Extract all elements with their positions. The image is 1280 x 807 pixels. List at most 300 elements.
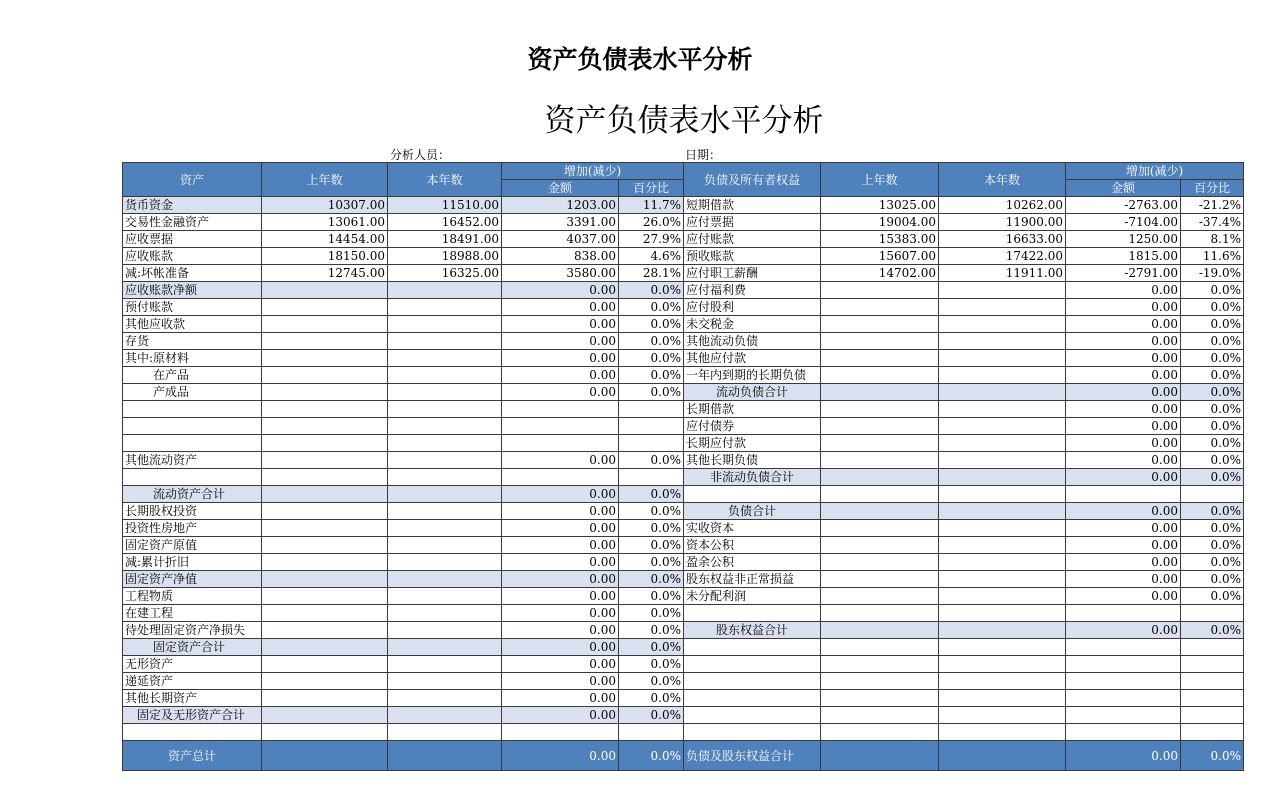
liab-prev-year: 15383.00 — [821, 231, 939, 248]
liab-change-amount: 0.00 — [1066, 469, 1181, 486]
asset-curr-year — [388, 418, 502, 435]
liability-name — [684, 690, 821, 707]
asset-name: 固定资产合计 — [123, 639, 262, 656]
asset-change-percent: 0.0% — [619, 333, 684, 350]
table-row — [123, 214, 1244, 231]
liab-change-amount: 1815.00 — [1066, 248, 1181, 265]
sheet-title: 资产负债表水平分析 — [544, 103, 824, 139]
asset-name: 其他应收款 — [123, 316, 262, 333]
asset-curr-year — [388, 554, 502, 571]
asset-change-percent: 28.1% — [619, 265, 684, 282]
liab-curr-year — [939, 435, 1066, 452]
asset-change-amount: 0.00 — [502, 554, 619, 571]
table-row — [123, 350, 1244, 367]
asset-change-percent: 0.0% — [619, 350, 684, 367]
asset-name: 在产品 — [123, 367, 262, 384]
liab-curr-year — [939, 282, 1066, 299]
liab-change-amount: -2791.00 — [1066, 265, 1181, 282]
asset-name: 减:累计折旧 — [123, 554, 262, 571]
asset-curr-year — [388, 571, 502, 588]
asset-prev-year: 10307.00 — [262, 197, 388, 214]
table-row — [123, 265, 1244, 282]
table-row — [123, 605, 1244, 622]
liability-name — [684, 673, 821, 690]
asset-curr-year: 18988.00 — [388, 248, 502, 265]
liab-change-percent: 11.6% — [1181, 248, 1244, 265]
liab-prev-year — [821, 418, 939, 435]
liability-name: 其他长期负债 — [684, 452, 821, 469]
liab-prev-year — [821, 605, 939, 622]
liab-prev-year — [821, 452, 939, 469]
liab-prev-year — [821, 350, 939, 367]
liab-change-amount: 0.00 — [1066, 418, 1181, 435]
asset-prev-year — [262, 707, 388, 724]
liability-name: 未分配利润 — [684, 588, 821, 605]
asset-name: 预付账款 — [123, 299, 262, 316]
asset-prev-year — [262, 520, 388, 537]
asset-prev-year — [262, 401, 388, 418]
asset-prev-year — [262, 554, 388, 571]
asset-prev-year — [262, 333, 388, 350]
liab-prev-year: 13025.00 — [821, 197, 939, 214]
footer-row — [123, 741, 1244, 771]
liability-name: 应付债券 — [684, 418, 821, 435]
liab-curr-year: 17422.00 — [939, 248, 1066, 265]
asset-change-amount: 0.00 — [502, 571, 619, 588]
liab-prev-year — [821, 707, 939, 724]
liab-change-percent — [1181, 656, 1244, 673]
table-row — [123, 299, 1244, 316]
asset-name: 其他长期资产 — [123, 690, 262, 707]
header-change-asset: 增加(减少) — [502, 163, 684, 180]
asset-change-percent — [619, 469, 684, 486]
asset-prev-year — [262, 622, 388, 639]
analyst-label: 分析人员： — [390, 148, 451, 162]
liability-name: 股东权益合计 — [684, 622, 821, 639]
asset-curr-year — [388, 299, 502, 316]
asset-name: 产成品 — [123, 384, 262, 401]
asset-change-percent — [619, 401, 684, 418]
liab-curr-year — [939, 350, 1066, 367]
asset-name: 固定及无形资产合计 — [123, 707, 262, 724]
liab-change-percent: 0.0% — [1181, 299, 1244, 316]
table-row — [123, 724, 1244, 741]
asset-prev-year — [262, 469, 388, 486]
liab-change-amount — [1066, 656, 1181, 673]
asset-name: 应收账款 — [123, 248, 262, 265]
asset-curr-year — [388, 707, 502, 724]
liability-name — [684, 724, 821, 741]
asset-curr-year — [388, 673, 502, 690]
liab-prev-year — [821, 673, 939, 690]
liab-prev-year — [821, 622, 939, 639]
asset-prev-year — [262, 690, 388, 707]
liab-curr-year — [939, 384, 1066, 401]
cell — [388, 741, 502, 771]
liab-change-percent: 0.0% — [1181, 469, 1244, 486]
liab-change-percent: -37.4% — [1181, 214, 1244, 231]
liab-prev-year — [821, 316, 939, 333]
asset-prev-year — [262, 367, 388, 384]
liab-change-amount — [1066, 486, 1181, 503]
liab-change-amount: 0.00 — [1066, 571, 1181, 588]
asset-name: 存货 — [123, 333, 262, 350]
asset-prev-year — [262, 605, 388, 622]
asset-change-percent: 0.0% — [619, 605, 684, 622]
liab-change-percent: 0.0% — [1181, 333, 1244, 350]
liab-prev-year — [821, 690, 939, 707]
liability-name: 应付股利 — [684, 299, 821, 316]
liab-prev-year — [821, 401, 939, 418]
liab-prev-year — [821, 435, 939, 452]
header-change-liab: 增加(减少) — [1066, 163, 1244, 180]
liab-prev-year: 19004.00 — [821, 214, 939, 231]
liab-change-amount: 0.00 — [1066, 299, 1181, 316]
asset-prev-year — [262, 418, 388, 435]
asset-curr-year: 18491.00 — [388, 231, 502, 248]
asset-change-percent: 0.0% — [619, 384, 684, 401]
liab-curr-year — [939, 367, 1066, 384]
liab-prev-year — [821, 520, 939, 537]
liab-change-percent: -21.2% — [1181, 197, 1244, 214]
asset-change-amount: 0.00 — [502, 282, 619, 299]
asset-change-amount: 0.00 — [502, 605, 619, 622]
cell — [262, 741, 388, 771]
asset-change-amount: 838.00 — [502, 248, 619, 265]
liab-curr-year — [939, 588, 1066, 605]
header-prev-year-liab: 上年数 — [821, 163, 939, 197]
liab-change-amount: 0.00 — [1066, 384, 1181, 401]
asset-change-percent — [619, 435, 684, 452]
asset-prev-year — [262, 350, 388, 367]
asset-change-percent: 11.7% — [619, 197, 684, 214]
asset-change-percent: 0.0% — [619, 639, 684, 656]
liab-change-amount: 0.00 — [1066, 350, 1181, 367]
liab-prev-year — [821, 571, 939, 588]
liab-change-percent: 0.0% — [1181, 622, 1244, 639]
main-title: 资产负债表水平分析 — [527, 45, 753, 74]
liab-curr-year — [939, 622, 1066, 639]
liability-name: 其他流动负债 — [684, 333, 821, 350]
table-row — [123, 503, 1244, 520]
table-row — [123, 248, 1244, 265]
asset-change-amount: 0.00 — [502, 503, 619, 520]
liab-curr-year: 11900.00 — [939, 214, 1066, 231]
liability-name: 流动负债合计 — [684, 384, 821, 401]
asset-change-amount: 4037.00 — [502, 231, 619, 248]
liab-change-amount — [1066, 673, 1181, 690]
table-row — [123, 418, 1244, 435]
asset-change-percent: 0.0% — [619, 588, 684, 605]
liab-change-percent: 0.0% — [1181, 384, 1244, 401]
asset-change-percent: 0.0% — [619, 537, 684, 554]
table-row — [123, 656, 1244, 673]
asset-change-percent: 27.9% — [619, 231, 684, 248]
asset-change-percent: 0.0% — [619, 486, 684, 503]
asset-curr-year — [388, 316, 502, 333]
asset-name: 应收票据 — [123, 231, 262, 248]
asset-change-amount: 0.00 — [502, 384, 619, 401]
liab-prev-year — [821, 554, 939, 571]
table-row — [123, 673, 1244, 690]
liab-change-percent — [1181, 486, 1244, 503]
table-row — [123, 367, 1244, 384]
liability-name: 盈余公积 — [684, 554, 821, 571]
asset-prev-year: 13061.00 — [262, 214, 388, 231]
asset-name — [123, 469, 262, 486]
liab-curr-year — [939, 707, 1066, 724]
liab-change-amount — [1066, 605, 1181, 622]
asset-curr-year — [388, 469, 502, 486]
asset-curr-year — [388, 605, 502, 622]
asset-curr-year — [388, 656, 502, 673]
asset-change-percent: 4.6% — [619, 248, 684, 265]
asset-change-percent: 0.0% — [619, 503, 684, 520]
asset-change-percent: 0.0% — [619, 299, 684, 316]
liab-change-percent: 0.0% — [1181, 537, 1244, 554]
liab-change-amount: 1250.00 — [1066, 231, 1181, 248]
asset-prev-year — [262, 724, 388, 741]
header-prev-year-asset: 上年数 — [262, 163, 388, 197]
liab-curr-year — [939, 333, 1066, 350]
table-row — [123, 435, 1244, 452]
asset-change-amount: 0.00 — [502, 333, 619, 350]
liab-curr-year — [939, 724, 1066, 741]
asset-change-amount: 0.00 — [502, 622, 619, 639]
asset-prev-year — [262, 673, 388, 690]
balance-sheet-table — [122, 162, 1244, 771]
liab-curr-year — [939, 639, 1066, 656]
asset-change-amount — [502, 469, 619, 486]
liab-change-amount — [1066, 690, 1181, 707]
liab-change-amount: 0.00 — [1066, 435, 1181, 452]
table-row — [123, 486, 1244, 503]
asset-name: 投资性房地产 — [123, 520, 262, 537]
liab-change-amount: 0.00 — [1066, 452, 1181, 469]
liability-name — [684, 639, 821, 656]
asset-change-amount: 3391.00 — [502, 214, 619, 231]
asset-curr-year: 11510.00 — [388, 197, 502, 214]
liab-total-label: 负债及股东权益合计 — [684, 741, 821, 771]
asset-change-amount: 0.00 — [502, 639, 619, 656]
asset-curr-year — [388, 520, 502, 537]
liab-change-percent — [1181, 673, 1244, 690]
table-row — [123, 452, 1244, 469]
asset-change-amount: 0.00 — [502, 690, 619, 707]
asset-change-amount: 0.00 — [502, 656, 619, 673]
asset-change-amount — [502, 724, 619, 741]
liab-change-amount: 0.00 — [1066, 333, 1181, 350]
asset-curr-year — [388, 384, 502, 401]
liab-curr-year — [939, 486, 1066, 503]
liab-prev-year — [821, 384, 939, 401]
asset-prev-year — [262, 282, 388, 299]
liab-total-percent: 0.0% — [1181, 741, 1244, 771]
liab-change-percent — [1181, 724, 1244, 741]
asset-change-amount: 0.00 — [502, 299, 619, 316]
table-row — [123, 622, 1244, 639]
liab-curr-year — [939, 656, 1066, 673]
asset-curr-year — [388, 282, 502, 299]
asset-change-amount — [502, 401, 619, 418]
asset-prev-year: 18150.00 — [262, 248, 388, 265]
asset-change-amount — [502, 435, 619, 452]
liab-change-percent: 0.0% — [1181, 367, 1244, 384]
asset-prev-year — [262, 486, 388, 503]
asset-total-amount: 0.00 — [502, 741, 619, 771]
asset-prev-year — [262, 316, 388, 333]
liability-name: 实收资本 — [684, 520, 821, 537]
liab-curr-year: 10262.00 — [939, 197, 1066, 214]
header-liability: 负债及所有者权益 — [684, 163, 821, 197]
liab-curr-year — [939, 554, 1066, 571]
liab-curr-year: 11911.00 — [939, 265, 1066, 282]
liability-name: 短期借款 — [684, 197, 821, 214]
liab-change-amount: -2763.00 — [1066, 197, 1181, 214]
asset-name — [123, 418, 262, 435]
asset-change-amount: 0.00 — [502, 537, 619, 554]
asset-change-percent: 0.0% — [619, 367, 684, 384]
liab-change-percent — [1181, 707, 1244, 724]
liability-name — [684, 707, 821, 724]
liab-change-amount: -7104.00 — [1066, 214, 1181, 231]
liab-curr-year — [939, 299, 1066, 316]
asset-change-amount: 0.00 — [502, 367, 619, 384]
asset-prev-year — [262, 571, 388, 588]
liab-change-percent: 0.0% — [1181, 350, 1244, 367]
table-row — [123, 231, 1244, 248]
asset-change-percent: 0.0% — [619, 656, 684, 673]
asset-name: 其中:原材料 — [123, 350, 262, 367]
table-row — [123, 197, 1244, 214]
liab-change-amount: 0.00 — [1066, 316, 1181, 333]
asset-name: 应收账款净额 — [123, 282, 262, 299]
asset-change-amount: 0.00 — [502, 350, 619, 367]
liab-change-amount: 0.00 — [1066, 367, 1181, 384]
asset-change-amount: 0.00 — [502, 520, 619, 537]
table-row — [123, 690, 1244, 707]
asset-change-amount: 3580.00 — [502, 265, 619, 282]
asset-change-percent: 0.0% — [619, 622, 684, 639]
cell — [821, 741, 939, 771]
asset-change-percent: 0.0% — [619, 520, 684, 537]
asset-curr-year — [388, 435, 502, 452]
asset-curr-year — [388, 333, 502, 350]
liab-prev-year: 15607.00 — [821, 248, 939, 265]
liability-name: 未交税金 — [684, 316, 821, 333]
liab-change-percent — [1181, 639, 1244, 656]
liab-prev-year — [821, 656, 939, 673]
asset-change-amount: 1203.00 — [502, 197, 619, 214]
asset-curr-year — [388, 486, 502, 503]
asset-name: 待处理固定资产净损失 — [123, 622, 262, 639]
asset-curr-year — [388, 724, 502, 741]
liability-name: 长期借款 — [684, 401, 821, 418]
asset-prev-year — [262, 384, 388, 401]
asset-prev-year — [262, 299, 388, 316]
asset-curr-year: 16325.00 — [388, 265, 502, 282]
asset-curr-year — [388, 367, 502, 384]
header-curr-year-asset: 本年数 — [388, 163, 502, 197]
asset-name: 减:坏帐准备 — [123, 265, 262, 282]
table-row — [123, 571, 1244, 588]
table-row — [123, 333, 1244, 350]
asset-change-percent: 0.0% — [619, 316, 684, 333]
liab-change-percent — [1181, 605, 1244, 622]
liab-change-amount — [1066, 707, 1181, 724]
asset-prev-year — [262, 537, 388, 554]
liab-change-percent: 0.0% — [1181, 418, 1244, 435]
liab-change-amount: 0.00 — [1066, 401, 1181, 418]
liab-curr-year — [939, 469, 1066, 486]
liab-prev-year: 14702.00 — [821, 265, 939, 282]
table-row — [123, 588, 1244, 605]
asset-curr-year — [388, 588, 502, 605]
table-row — [123, 469, 1244, 486]
liab-curr-year — [939, 605, 1066, 622]
liability-name: 负债合计 — [684, 503, 821, 520]
liab-prev-year — [821, 282, 939, 299]
liab-change-percent: 0.0% — [1181, 503, 1244, 520]
liab-change-percent: 0.0% — [1181, 316, 1244, 333]
asset-name: 在建工程 — [123, 605, 262, 622]
liability-name: 其他应付款 — [684, 350, 821, 367]
liab-prev-year — [821, 367, 939, 384]
asset-curr-year — [388, 350, 502, 367]
liability-name: 应付职工薪酬 — [684, 265, 821, 282]
asset-change-percent: 0.0% — [619, 571, 684, 588]
table-row — [123, 316, 1244, 333]
asset-change-amount: 0.00 — [502, 316, 619, 333]
table-row — [123, 384, 1244, 401]
asset-name: 递延资产 — [123, 673, 262, 690]
header-asset: 资产 — [123, 163, 262, 197]
liability-name: 股东权益非正常损益 — [684, 571, 821, 588]
liability-name: 应付票据 — [684, 214, 821, 231]
asset-name: 工程物质 — [123, 588, 262, 605]
liab-prev-year — [821, 639, 939, 656]
cell — [939, 741, 1066, 771]
liab-curr-year — [939, 520, 1066, 537]
asset-prev-year: 14454.00 — [262, 231, 388, 248]
liab-change-percent: 0.0% — [1181, 588, 1244, 605]
asset-name: 无形资产 — [123, 656, 262, 673]
asset-change-amount — [502, 418, 619, 435]
liability-name: 预收账款 — [684, 248, 821, 265]
liability-name: 应付福利费 — [684, 282, 821, 299]
liability-name — [684, 605, 821, 622]
liab-prev-year — [821, 503, 939, 520]
liab-change-amount: 0.00 — [1066, 520, 1181, 537]
liability-name: 应付账款 — [684, 231, 821, 248]
asset-change-amount: 0.00 — [502, 486, 619, 503]
asset-name — [123, 401, 262, 418]
liability-name — [684, 656, 821, 673]
asset-change-percent: 0.0% — [619, 282, 684, 299]
asset-curr-year — [388, 401, 502, 418]
liab-prev-year — [821, 537, 939, 554]
liability-name: 非流动负债合计 — [684, 469, 821, 486]
liability-name: 一年内到期的长期负债 — [684, 367, 821, 384]
liab-change-percent: -19.0% — [1181, 265, 1244, 282]
asset-change-percent: 0.0% — [619, 690, 684, 707]
liab-prev-year — [821, 469, 939, 486]
table-row — [123, 707, 1244, 724]
liability-name — [684, 486, 821, 503]
header-percent-liab: 百分比 — [1181, 180, 1244, 197]
liab-change-percent: 0.0% — [1181, 435, 1244, 452]
liab-curr-year — [939, 690, 1066, 707]
